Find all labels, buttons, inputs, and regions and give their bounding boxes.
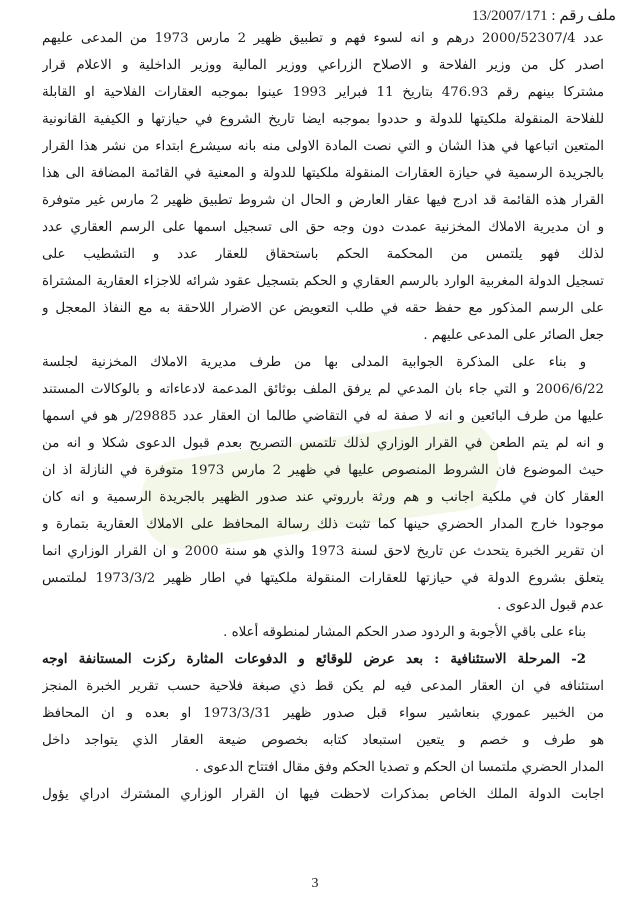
text-line: مشتركا بينهم رقم 476.93 بتاريخ 11 فبراير 1993 عينوا بموجبه العقارات الفلاحية او القابلة <box>42 85 604 100</box>
text-line: القرار هذه القائمة قد ادرج فيها عقار العارض و الحال ان شروط تطبيق ظهير 2 مارس غير متوفرة <box>42 193 604 208</box>
text-line: جعل الصائر على المدعى عليهم . <box>423 328 604 343</box>
text-line: هو طرف و خصم و يتعين استبعاد كتابه بخصوص ضيعة العقار الذي يتواجد داخل <box>42 733 604 748</box>
text-line: عدم قبول الدعوى . <box>497 598 604 613</box>
text-line: بناء على باقي الأجوبة و الردود صدر الحكم المشار لمنطوقه أعلاه . <box>223 625 586 640</box>
text-line: عليها من طرف البائعين و انه لا صفة له في التقاضي طالما ان العقار عدد 29885/ر هو في اسمها <box>42 409 604 424</box>
text-line: اجابت الدولة الملك الخاص بمذكرات لاحظت فيها ان القرار الوزاري المشترك ادراي يؤول <box>42 787 604 802</box>
text-line: و بناء على المذكرة الجوابية المدلى بها من طرف مديرية الاملاك المخزنية لجلسة <box>42 355 586 370</box>
text-line: و ان مديرية الاملاك المخزنية عمدت دون وجه حق الى تسجيل اسمها على الرسم العقاري عدد <box>42 220 604 235</box>
file-reference: ملف رقم : 13/2007/171 <box>471 8 616 24</box>
text-line: لذلك فهو يلتمس من المحكمة الحكم باستحقاق للعقار عدد و التشطيب على <box>42 247 604 262</box>
text-line: يتعلق بشروع الدولة في حيازتها للعقارات المنقولة ملكيتها في اطار ظهير 1973/3/2 لملتمس <box>42 571 604 586</box>
text-line: اصدر كل من وزير الفلاحة و الاصلاح الزراعي ووزير المالية ووزير الداخلية و الاعلام قرار <box>42 58 604 73</box>
text-line: تسجيل الدولة المغربية الوارد بالرسم العقاري و الحكم بتسجيل عقود شرائه للاجزاء العقارية المشتراة <box>42 274 604 289</box>
text-line: ان تقرير الخبرة يتحدث عن تاريخ لاحق لسنة 1973 والذي هو سنة 2000 و ان القرار الوزاري انما <box>42 544 604 559</box>
text-line: المتعين اتباعها في هذا الشان و التي نصت المادة الاولى منه بانه سيشرع ابتداء من نشر هذا القرار <box>42 139 604 154</box>
text-line: على الرسم المذكور مع حفظ حقه في طلب التعويض عن الاضرار اللاحقة به مع النفاذ المعجل و <box>42 301 604 316</box>
text-line: 2006/6/22 و التي جاء بان المدعي لم يرفق الملف بوثائق المدعمة لادعاءاته و بالوكالات المستند <box>42 382 604 397</box>
text-line: حيث الموضوع فان الشروط المنصوص عليها في ظهير 2 مارس 1973 متوفرة في النازلة اذ ان <box>42 463 604 478</box>
text-line: للفلاحة المنقولة ملكيتها للدولة و حددوا بموجبه ايضا تاريخ الشروع في حيازتها و الكيفية القانونية <box>42 112 604 127</box>
text-line: و انه لم يتم الطعن في القرار الوزاري لذلك تلتمس التصريح بعدم قبول الدعوى شكلا و انه من <box>42 436 604 451</box>
text-line: موجودا خارج المدار الحضري حينها كما تثبت ذلك رسالة المحافظ على الاملاك العقارية بتمارة و <box>42 517 604 532</box>
document-body <box>42 25 604 808</box>
text-line: بالجريدة الرسمية في حيازة العقارات المنقولة ملكيتها للدولة و المعنية في القائمة المضافة الى هذا <box>42 166 604 181</box>
text-line: استئنافه في ان العقار المدعى فيه لم يكن قط ذي صبغة فلاحية حسب تقرير الخبرة المنجز <box>42 679 604 694</box>
text-line: العقار كان في ملكية اجانب و هم ورثة بارروتي عند صدور الظهير بالجريدة الرسمية و انه كان <box>42 490 604 505</box>
text-line: عدد 2000/52307/4 درهم و انه لسوء فهم و تطبيق ظهير 2 مارس 1973 من المدعى عليهم <box>42 31 604 46</box>
section-heading-line: 2- المرحلة الاستئنافية : بعد عرض للوقائع و الدفوعات المثارة ركزت المستانفة اوجه <box>42 652 586 667</box>
text-line: من الخبير عموري بنعاشير سواء قبل صدور ظهير 1973/3/31 او بعده و ان المحافظ <box>42 706 604 721</box>
page-number: 3 <box>311 876 319 891</box>
text-line: المدار الحضري ملتمسا ان الحكم و تصديا الحكم وفق مقال افتتاح الدعوى . <box>194 760 604 775</box>
